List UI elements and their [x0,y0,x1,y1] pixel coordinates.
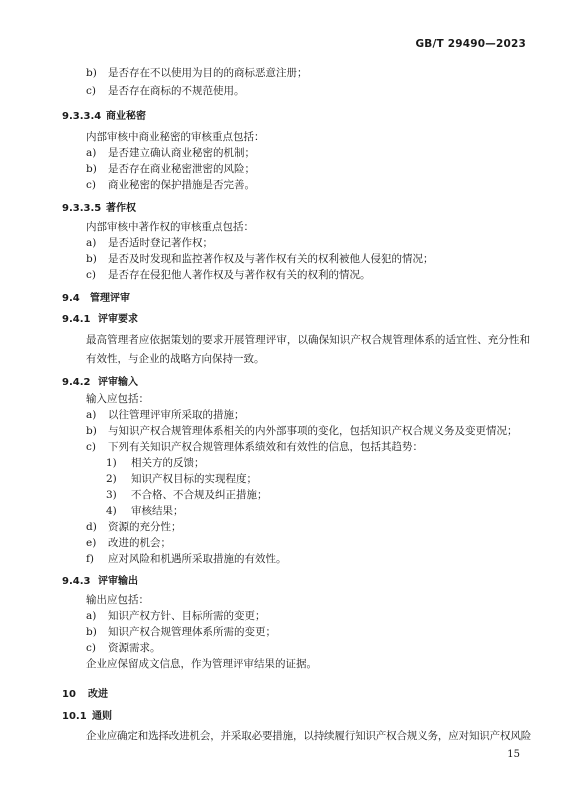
intro-text: 内部审核中著作权的审核重点包括： [86,221,254,233]
item-text: 是否存在商业秘密泄密的风险； [108,163,255,175]
section-heading-10 [62,688,108,702]
section-title: 改进 [88,689,108,700]
intro-text: 输出应包括： [86,594,149,606]
item-text: 是否适时登记著作权； [108,237,213,249]
item-marker: e) [86,537,97,549]
item-marker: f) [86,553,94,565]
section-heading-10-1 [62,710,112,724]
item-marker: d) [86,521,97,533]
item-marker: 3) [106,489,117,501]
item-text: 下列有关知识产权合规管理体系绩效和有效性的信息，包括其趋势： [108,441,423,453]
section-heading-9-3-3-5 [62,202,136,216]
section-heading-9-4-2 [62,376,138,390]
section-heading-9-4 [62,292,130,306]
item-text: 资源需求。 [108,642,161,654]
section-number: 9.3.3.5 [62,203,102,214]
item-text: 是否建立确认商业秘密的机制； [108,147,255,159]
item-marker: a) [86,409,97,421]
item-marker: c) [86,85,96,97]
item-text: 是否及时发现和监控著作权及与著作权有关的权利被他人侵犯的情况； [108,253,434,265]
section-number: 9.4.2 [62,377,91,388]
item-text: 审核结果； [131,505,184,517]
item-marker: 2) [106,473,117,485]
item-marker: c) [86,642,96,654]
item-marker: b) [86,253,97,265]
section-heading-9-3-3-4 [62,110,146,124]
section-title: 通则 [92,711,112,722]
item-text: 改进的机会； [108,537,171,549]
section-title: 评审要求 [98,314,138,325]
section-title: 管理评审 [90,293,130,304]
paragraph-text: 企业应确定和选择改进机会，并采取必要措施，以持续履行知识产权合规义务，应对知识产权风险 [86,730,532,742]
item-marker: 4) [106,505,117,517]
item-text: 以往管理评审所采取的措施； [108,409,245,421]
item-marker: a) [86,147,97,159]
section-number: 10.1 [62,711,87,722]
section-number: 9.4.1 [62,314,91,325]
item-text: 与知识产权合规管理体系相关的内外部事项的变化，包括知识产权合规义务及变更情况； [108,425,518,437]
item-text: 相关方的反馈； [131,457,205,469]
item-marker: a) [86,237,97,249]
item-text: 知识产权方针、目标所需的变更； [108,610,266,622]
item-marker: b) [86,425,97,437]
item-marker: c) [86,441,96,453]
item-marker: a) [86,610,97,622]
item-text: 商业秘密的保护措施是否完善。 [108,179,255,191]
item-marker: b) [86,67,97,79]
item-marker: b) [86,626,97,638]
paragraph: 最高管理者应依据策划的要求开展管理评审，以确保知识产权合规管理体系的适宜性、充分性和有效性，与企业的战略方向保持一致。 [86,334,530,365]
item-marker: b) [86,163,97,175]
section-title: 商业秘密 [106,111,146,122]
section-heading-9-4-3 [62,575,138,589]
item-text: 是否存在商标的不规范使用。 [108,85,245,97]
item-marker: c) [86,179,96,191]
item-text: 知识产权目标的实现程度； [131,473,257,485]
closing-text: 企业应保留成文信息，作为管理评审结果的证据。 [86,658,317,670]
section-heading-9-4-1 [62,313,138,327]
item-text: 是否存在侵犯他人著作权及与著作权有关的权利的情况。 [108,269,371,281]
page-number: 15 [507,749,520,760]
intro-text: 内部审核中商业秘密的审核重点包括： [86,131,265,143]
item-marker: 1) [106,457,117,469]
item-text: 不合格、不合规及纠正措施； [131,489,268,501]
item-text: 资源的充分性； [108,521,182,533]
section-number: 9.3.3.4 [62,111,102,122]
section-number: 10 [62,689,76,700]
item-marker: c) [86,269,96,281]
intro-text: 输入应包括： [86,393,149,405]
section-number: 9.4 [62,293,80,304]
section-title: 评审输出 [98,576,138,587]
item-text: 应对风险和机遇所采取措施的有效性。 [108,553,287,565]
standard-code-header: GB/T 29490—2023 [415,38,526,50]
item-text: 是否存在不以使用为目的的商标恶意注册； [108,67,308,79]
item-text: 知识产权合规管理体系所需的变更； [108,626,276,638]
section-title: 著作权 [106,203,136,214]
section-number: 9.4.3 [62,576,91,587]
section-title: 评审输入 [98,377,138,388]
